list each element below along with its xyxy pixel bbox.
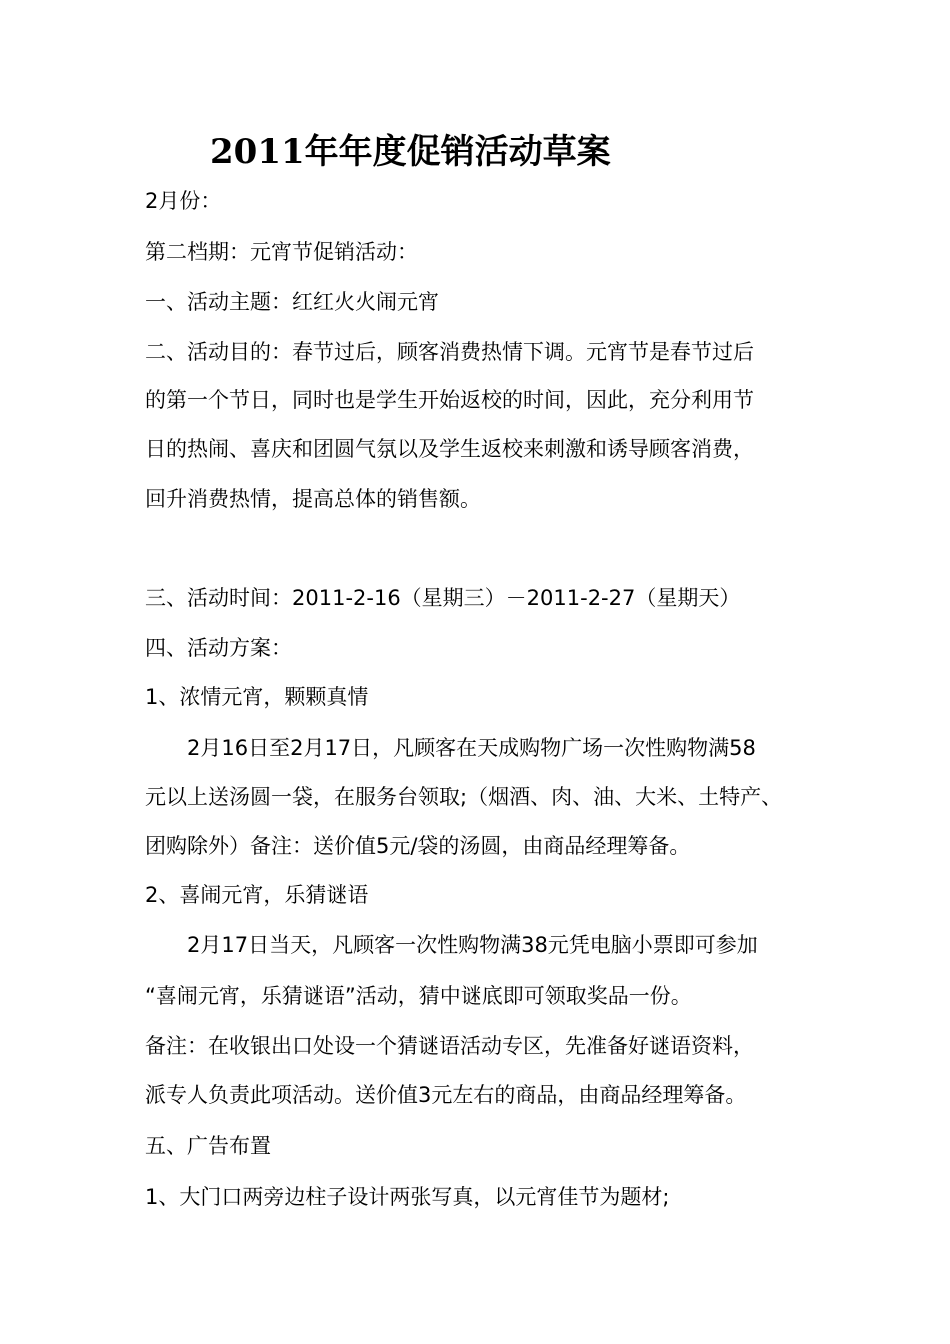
text-line: 2月16日至2月17日，凡顾客在天成购物广场一次性购物满58 (187, 736, 756, 760)
text-line: 2月份： (145, 189, 222, 213)
text-line: 2、喜闹元宵，乐猜谜语 (145, 883, 369, 907)
text-line: 团购除外）备注：送价值5元/袋的汤圆，由商品经理筹备。 (145, 834, 691, 858)
text-line: 二、活动目的：春节过后，顾客消费热情下调。元宵节是春节过后 (145, 340, 754, 364)
text-line: 日的热闹、喜庆和团圆气氛以及学生返校来刺激和诱导顾客消费， (145, 437, 754, 461)
text-line: 元以上送汤圆一袋，在服务台领取;（烟酒、肉、油、大米、土特产、 (145, 785, 783, 809)
text-line: 1、大门口两旁边柱子设计两张写真，以元宵佳节为题材; (145, 1185, 670, 1209)
text-line: 第二档期：元宵节促销活动： (145, 240, 418, 264)
text-line: 四、活动方案： (145, 636, 292, 660)
text-line: 三、活动时间：2011-2-16（星期三）－2011-2-27（星期天） (145, 586, 741, 610)
text-line: 回升消费热情，提高总体的销售额。 (145, 487, 481, 511)
text-line: 备注：在收银出口处设一个猜谜语活动专区，先准备好谜语资料， (145, 1034, 754, 1058)
text-line: 2月17日当天，凡顾客一次性购物满38元凭电脑小票即可参加 (187, 933, 758, 957)
text-line: 派专人负责此项活动。送价值3元左右的商品，由商品经理筹备。 (145, 1083, 747, 1107)
text-line: 一、活动主题：红红火火闹元宵 (145, 290, 439, 314)
text-line: 1、浓情元宵，颗颗真情 (145, 685, 369, 709)
text-line: 的第一个节日，同时也是学生开始返校的时间，因此，充分利用节 (145, 388, 754, 412)
document-title: 2011年年度促销活动草案 (210, 132, 611, 172)
text-line: “喜闹元宵，乐猜谜语”活动，猜中谜底即可领取奖品一份。 (145, 984, 692, 1008)
text-line: 五、广告布置 (145, 1134, 271, 1158)
